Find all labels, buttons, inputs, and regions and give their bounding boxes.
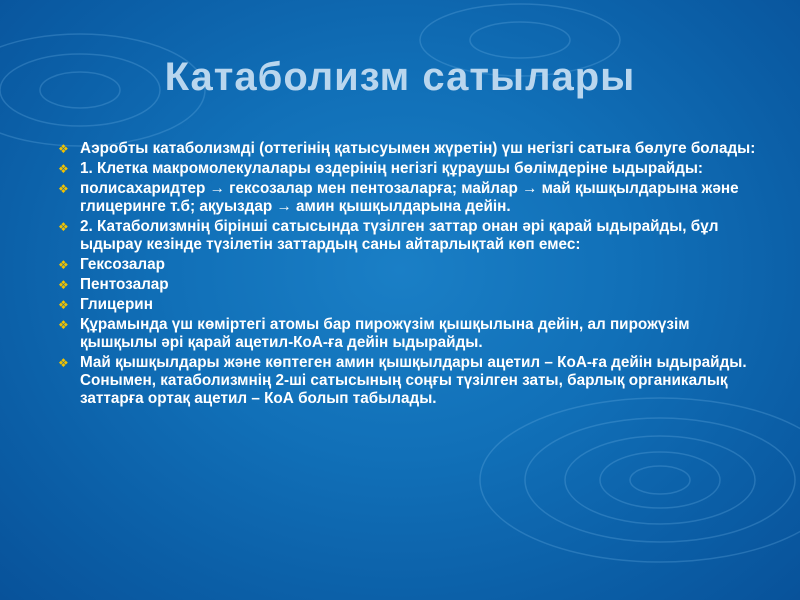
diamond-bullet-icon: ❖ (58, 356, 69, 370)
bullet-item (50, 160, 760, 178)
diamond-bullet-icon: ❖ (58, 318, 69, 332)
diamond-bullet-icon: ❖ (58, 162, 69, 176)
bullet-item (50, 296, 760, 314)
bullet-item (50, 218, 760, 254)
bullet-text: Аэробты катаболизмді (оттегінің қатысуымен жүретін) үш негізгі сатыға бөлуге болады: (80, 140, 756, 157)
slide-title: Катаболизм сатылары (164, 55, 636, 99)
diamond-bullet-icon: ❖ (58, 142, 69, 156)
bullet-text: 2. Катаболизмнің бірінші сатысында түзілген заттар онан әрі қарай ыдырайды, бұл ыдырау кезінде түзілетін заттардың саны айтарлықтай көп емес: (80, 218, 719, 253)
diamond-bullet-icon: ❖ (58, 182, 69, 196)
ripple-ring (565, 436, 755, 524)
ripple-ring (600, 452, 720, 508)
ripple-ring (525, 418, 795, 542)
bullet-item (50, 354, 760, 408)
bullet-text: Глицерин (80, 296, 153, 313)
bullet-text: Май қышқылдары және көптеген амин қышқылдары ацетил – КоА-ға дейін ыдырайды. Сонымен, катаболизмнің 2-ші сатысының соңғы түзілген заты, барлық органикалық заттарға ортақ ацетил – КоА болып табылады. (80, 354, 747, 407)
bullet-text: полисахаридтер → гексозалар мен пентозаларға; майлар → май қышқылдарына және глицеринге т.б; ақуыздар → амин қышқылдарына дейін. (80, 180, 739, 215)
bullet-item (50, 276, 760, 294)
bullet-item (50, 316, 760, 352)
bullet-text: Құрамында үш көміртегі атомы бар пирожүзім қышқылына дейін, ал пирожүзім қышқылы әрі қарай ацетил-КоА-ға дейін ыдырайды. (80, 316, 690, 351)
bullet-list (50, 140, 760, 408)
ripple-ring (630, 466, 690, 494)
bullet-item (50, 180, 760, 216)
diamond-bullet-icon: ❖ (58, 278, 69, 292)
bullet-text: 1. Клетка макромолекулалары өздерінің негізгі құраушы бөлімдеріне ыдырайды: (80, 160, 704, 177)
bullet-text: Пентозалар (80, 276, 169, 293)
ripple-ring (480, 398, 800, 562)
diamond-bullet-icon: ❖ (58, 298, 69, 312)
diamond-bullet-icon: ❖ (58, 220, 69, 234)
bullet-text: Гексозалар (80, 256, 165, 273)
diamond-bullet-icon: ❖ (58, 258, 69, 272)
bullet-item (50, 140, 760, 158)
bullet-item (50, 256, 760, 274)
